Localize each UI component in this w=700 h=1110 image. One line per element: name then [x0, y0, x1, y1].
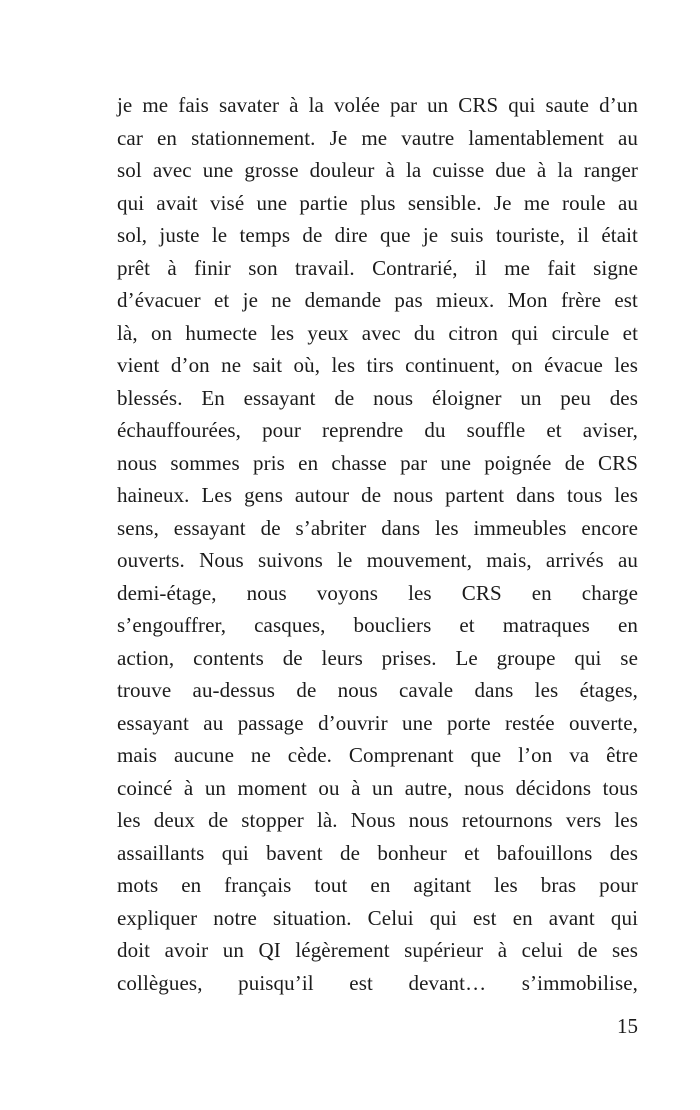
text-line: coincé à un moment ou à un autre, nous décidons tous	[117, 775, 638, 800]
text-line: d’évacuer et je ne demande pas mieux. Mon frère est	[117, 288, 638, 312]
text-line: mais aucune ne cède. Comprenant que l’on va être	[117, 743, 638, 767]
text-line: blessés. En essayant de nous éloigner un peu des	[117, 385, 638, 410]
text-line: mots en français tout en agitant les bras pour	[117, 873, 638, 897]
text-line: sol, juste le temps de dire que je suis touriste, il était	[117, 223, 638, 247]
text-line: nous sommes pris en chasse par une poignée de CRS	[117, 450, 638, 475]
text-line: essayant au passage d’ouvrir une porte restée ouverte,	[117, 710, 638, 735]
text-line: doit avoir un QI légèrement supérieur à celui de ses	[117, 938, 638, 962]
text-line: vient d’on ne sait où, les tirs continuent, on évacue les	[117, 353, 638, 377]
text-line: là, on humecte les yeux avec du citron qui circule et	[117, 320, 638, 345]
text-line: action, contents de leurs prises. Le groupe qui se	[117, 645, 638, 670]
text-line: haineux. Les gens autour de nous partent dans tous les	[117, 483, 638, 507]
page-number: 15	[617, 1014, 638, 1038]
text-line: car en stationnement. Je me vautre lamentablement au	[117, 125, 638, 150]
text-line: expliquer notre situation. Celui qui est en avant qui	[117, 905, 638, 930]
text-line: assaillants qui bavent de bonheur et bafouillons des	[117, 840, 638, 865]
text-line: trouve au-dessus de nous cavale dans les étages,	[117, 678, 638, 702]
text-line: qui avait visé une partie plus sensible. Je me roule au	[117, 190, 638, 215]
text-line: je me fais savater à la volée par un CRS qui saute d’un	[117, 93, 638, 117]
text-line: sens, essayant de s’abriter dans les immeubles encore	[117, 515, 638, 540]
text-line: s’engouffrer, casques, boucliers et matraques en	[117, 613, 638, 637]
text-line: sol avec une grosse douleur à la cuisse due à la ranger	[117, 158, 638, 182]
text-line: demi-étage, nous voyons les CRS en charge	[117, 580, 638, 605]
page-text	[117, 89, 638, 999]
text-line: échauffourées, pour reprendre du souffle et aviser,	[117, 418, 638, 442]
text-line: collègues, puisqu’il est devant… s’immobilise,	[117, 970, 638, 995]
text-line: prêt à finir son travail. Contrarié, il me fait signe	[117, 255, 638, 280]
text-line: ouverts. Nous suivons le mouvement, mais, arrivés au	[117, 548, 638, 572]
text-line: les deux de stopper là. Nous nous retournons vers les	[117, 808, 638, 832]
